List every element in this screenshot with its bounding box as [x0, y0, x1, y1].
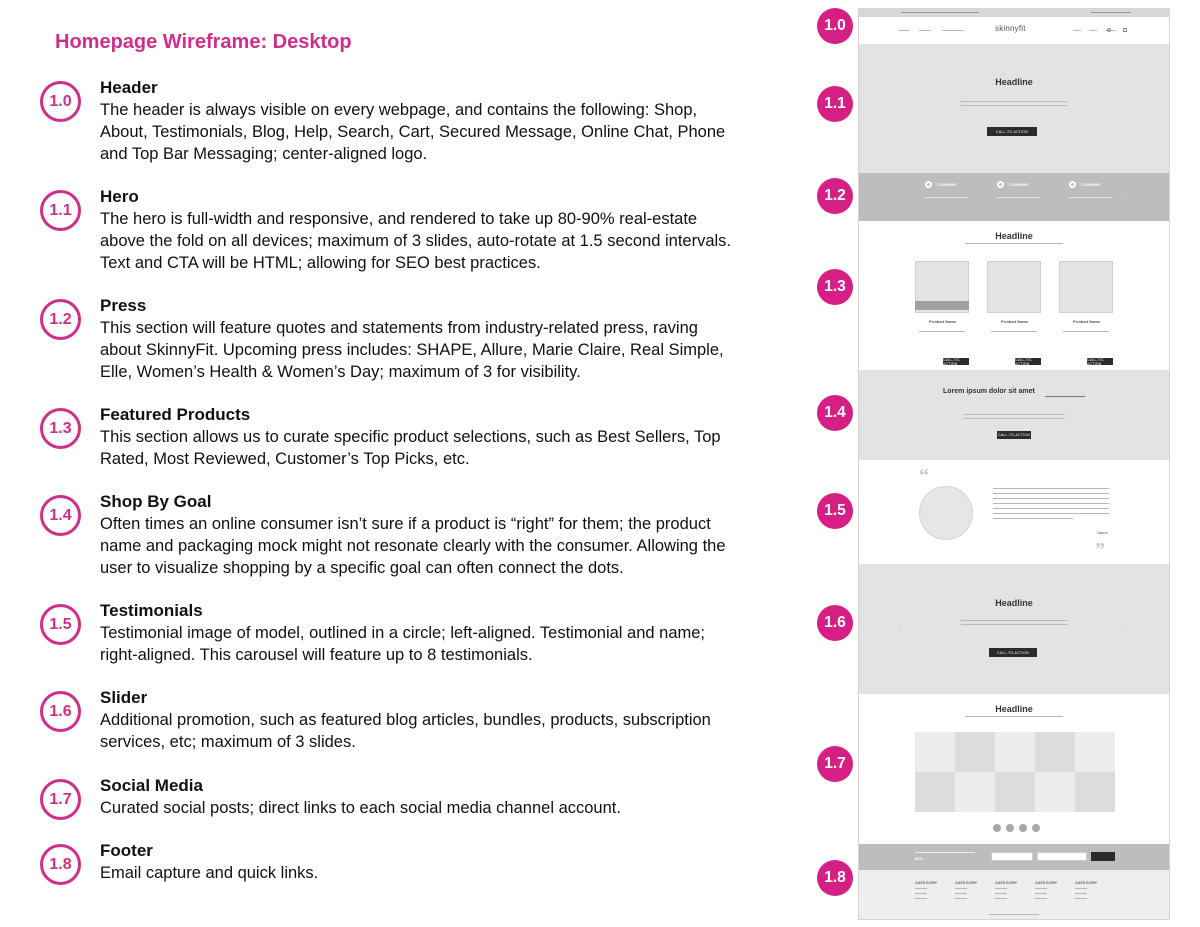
- badge-1-7: 1.7: [817, 746, 853, 782]
- section-line: right-aligned. This carousel will feature up to 8 testimonials.: [100, 646, 533, 664]
- section-number: 1.4: [40, 495, 81, 536]
- wf-instagram-icon: [1006, 824, 1014, 832]
- section-line: This section allows us to curate specific product selections, such as Best Sellers, Top: [100, 428, 721, 446]
- wf-footer-category: CATEGORY: [915, 880, 938, 885]
- wf-footer-offer: 80%: [915, 856, 924, 861]
- wireframe-mock: [858, 8, 1170, 920]
- badge-1-3: 1.3: [817, 269, 853, 305]
- wf-slider: ‹ › Headline CALL-TO-ACTION: [859, 564, 1169, 694]
- section-number: 1.8: [40, 844, 81, 885]
- section-heading: Shop By Goal: [100, 492, 212, 511]
- wf-shop-by-goal: [859, 370, 1169, 460]
- wf-social-grid: [915, 732, 1115, 812]
- wf-slider-cta: CALL-TO-ACTION: [989, 648, 1037, 657]
- wf-footer-name-field: [1037, 852, 1087, 861]
- wf-footer-links: [859, 870, 1169, 920]
- wf-product-cta: CALL-TO-ACTION: [1087, 358, 1113, 365]
- section-line: Email capture and quick links.: [100, 864, 319, 882]
- badge-1-5: 1.5: [817, 493, 853, 529]
- wf-testimonials: “ Name ”: [919, 465, 1108, 561]
- wf-footer-category: CATEGORY: [955, 880, 978, 885]
- section-line: user to visualize shopping by a specific goal can often connect the dots.: [100, 559, 624, 577]
- section-heading: Featured Products: [100, 405, 251, 424]
- badge-1-2: 1.2: [817, 178, 853, 214]
- wf-hero-cta: CALL-TO-ACTION: [987, 127, 1037, 136]
- wf-testimonial-name: Name: [1097, 530, 1108, 535]
- wf-product-name: Product Name: [1073, 319, 1101, 324]
- wf-cart-icon: [1123, 28, 1127, 32]
- section-heading: Hero: [100, 187, 139, 206]
- section-number: 1.1: [40, 190, 81, 231]
- section-heading: Press: [100, 296, 147, 315]
- wf-featured-products: [859, 221, 1169, 370]
- section-line: Curated social posts; direct links to each social media channel account.: [100, 799, 621, 817]
- wf-product-cta: CALL-TO-ACTION: [943, 358, 969, 365]
- wf-social-headline: Headline: [995, 704, 1033, 714]
- section-number: 1.2: [40, 299, 81, 340]
- wf-testimonial-image: [919, 486, 973, 540]
- section-line: About, Testimonials, Blog, Help, Search, Cart, Secured Message, Online Chat, Phone: [100, 123, 726, 141]
- badge-1-6: 1.6: [817, 605, 853, 641]
- wf-product-name: Product Name: [929, 319, 957, 324]
- section-line: Text and CTA will be HTML; allowing for SEO best practices.: [100, 254, 541, 272]
- badge-1-0: 1.0: [817, 8, 853, 44]
- badge-1-4: 1.4: [817, 395, 853, 431]
- wf-footer-category: CATEGORY: [1035, 880, 1058, 885]
- wf-product-name: Product Name: [1001, 319, 1029, 324]
- section-number: 1.5: [40, 604, 81, 645]
- section-heading: Testimonials: [100, 601, 203, 620]
- section-line: Additional promotion, such as featured blog articles, bundles, products, subscription: [100, 711, 711, 729]
- section-heading: Slider: [100, 688, 148, 707]
- section-number: 1.3: [40, 408, 81, 449]
- section-number: 1.6: [40, 691, 81, 732]
- wf-footer-submit: [1091, 852, 1115, 861]
- section-heading: Social Media: [100, 776, 203, 795]
- wf-product-image: [1059, 261, 1113, 313]
- wf-top-bar: [859, 9, 1169, 17]
- section-line: services, etc; maximum of 3 slides.: [100, 733, 356, 751]
- section-line: above the fold on all devices; maximum of 3 slides, auto-rotate at 1.5 second intervals.: [100, 232, 732, 250]
- wf-product-image: [987, 261, 1041, 313]
- wf-footer-category: CATEGORY: [1075, 880, 1098, 885]
- section-line: The header is always visible on every webpage, and contains the following: Shop,: [100, 101, 698, 119]
- wf-facebook-icon: [993, 824, 1001, 832]
- badge-1-8: 1.8: [817, 860, 853, 896]
- wf-featured-headline: Headline: [995, 231, 1033, 241]
- section-line: and Top Bar Messaging; center-aligned logo.: [100, 145, 428, 163]
- wf-slider-headline: Headline: [995, 598, 1033, 608]
- wf-footer-category: CATEGORY: [995, 880, 1018, 885]
- section-line: This section will feature quotes and statements from industry-related press, raving: [100, 319, 698, 337]
- wf-logo: skinnyfit: [995, 24, 1026, 33]
- wf-youtube-icon: [1032, 824, 1040, 832]
- section-number: 1.0: [40, 81, 81, 122]
- wf-goal-cta: CALL-TO-ACTION: [998, 433, 1030, 437]
- page-title: Homepage Wireframe: Desktop: [55, 31, 352, 53]
- wf-hero: [859, 45, 1169, 173]
- section-line: The hero is full-width and responsive, and rendered to take up 80-90% real-estate: [100, 210, 698, 228]
- section-heading: Footer: [100, 841, 153, 860]
- section-line: Testimonial image of model, outlined in a circle; left-aligned. Testimonial and name;: [100, 624, 706, 642]
- wf-press: ‹ › COMPANY COMPANY COMPANY: [859, 173, 1169, 221]
- wf-pinterest-icon: [1019, 824, 1027, 832]
- section-line: Rated, Most Reviewed, Customer’s Top Picks, etc.: [100, 450, 470, 468]
- wf-footer-capture: [859, 844, 1169, 870]
- wf-header: [859, 17, 1169, 45]
- section-number: 1.7: [40, 779, 81, 820]
- wf-hero-headline: Headline: [995, 77, 1033, 87]
- section-line: Elle, Women’s Health & Women’s Day; maximum of 3 for visibility.: [100, 363, 581, 381]
- section-line: Often times an online consumer isn’t sure if a product is “right” for them; the product: [100, 515, 711, 533]
- wf-search-icon: [1107, 28, 1111, 32]
- wf-social-media: [859, 694, 1169, 844]
- section-line: name and packaging mock might not resonate clearly with the consumer. Allowing the: [100, 537, 726, 555]
- badge-1-1: 1.1: [817, 86, 853, 122]
- wf-goal-headline: Lorem ipsum dolor sit amet: [943, 388, 1035, 395]
- wf-footer-email-field: [991, 852, 1033, 861]
- wf-product-cta: CALL-TO-ACTION: [1015, 358, 1041, 365]
- section-line: about SkinnyFit. Upcoming press includes: SHAPE, Allure, Marie Claire, Real Simple,: [100, 341, 724, 359]
- section-heading: Header: [100, 78, 158, 97]
